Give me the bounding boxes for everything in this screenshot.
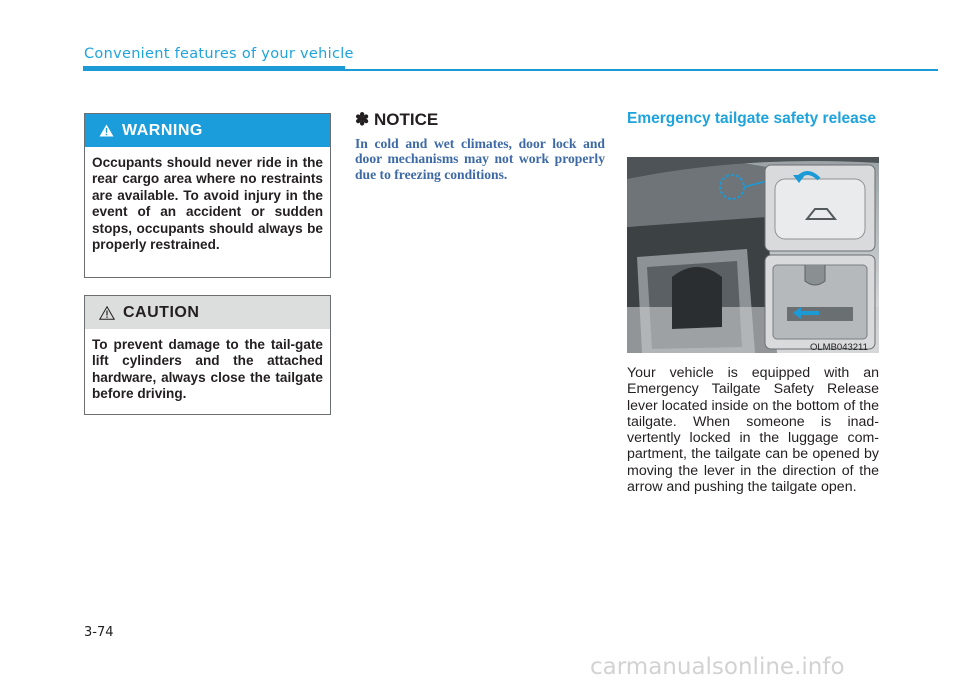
notice-heading <box>355 110 438 130</box>
warning-header <box>85 114 330 147</box>
warning-triangle-icon <box>99 124 114 137</box>
page-number: 3-74 <box>84 625 114 640</box>
caution-text: To prevent damage to the tail-gate lift cylinders and the attached hardware, always close the tailgate before driving. <box>92 337 323 402</box>
figure-code: OLMB043211 <box>810 342 868 353</box>
warning-text: Occupants should never ride in the rear cargo area where no restraints are available. To avoid injury in the event of an accident or sudden stops, occupants should always be properly restrained. <box>92 155 323 253</box>
tailgate-release-illustration <box>627 157 879 353</box>
watermark: carmanualsonline.info <box>590 654 845 680</box>
notice-text: In cold and wet climates, door lock and door mechanisms may not work properly due to freezing conditions. <box>355 136 605 182</box>
warning-label: WARNING <box>122 121 203 139</box>
caution-header <box>85 296 330 329</box>
warning-box <box>84 113 331 278</box>
header-rule <box>345 69 938 71</box>
emergency-release-body: Your vehicle is equipped with an Emergency Tailgate Safety Release lever located inside on the bottom of the tailgate. When someone is inad-vertently locked in the luggage com-partment, the tailgate can be opened by moving the lever in the direction of the arrow and pushing the tailgate open. <box>627 365 879 496</box>
caution-box <box>84 295 331 415</box>
caution-triangle-icon <box>99 306 115 320</box>
notice-label: NOTICE <box>373 110 439 129</box>
notice-symbol: ✽ <box>355 110 370 129</box>
emergency-release-title: Emergency tailgate safety release <box>627 110 876 127</box>
section-header-title: Convenient features of your vehicle <box>84 46 354 62</box>
header-rule-accent <box>83 66 345 71</box>
caution-label: CAUTION <box>123 303 200 321</box>
